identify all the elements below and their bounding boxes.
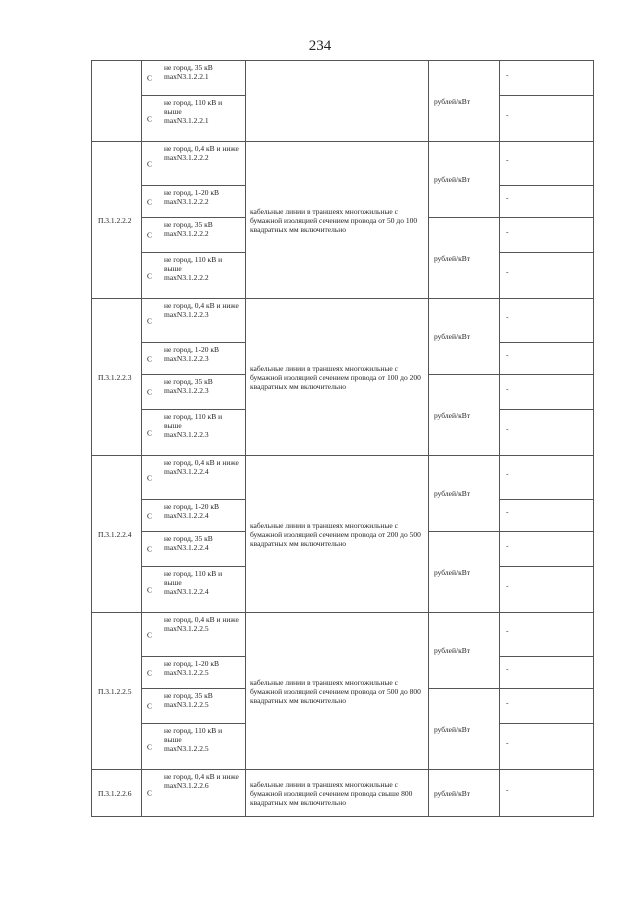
value-dash: - bbox=[506, 540, 509, 550]
value-dash: - bbox=[506, 155, 509, 164]
value-cell bbox=[500, 613, 594, 657]
description-cell: кабельные линии в траншеях многожильные с бумажной изоляцией сечением провода от 100 до 200 квадратных мм включительно bbox=[246, 299, 429, 456]
level-code: maxN3.1.2.2.2 bbox=[164, 273, 209, 282]
level-mark: С bbox=[147, 230, 153, 240]
value-dash: - bbox=[506, 267, 509, 276]
level-mark: С bbox=[147, 701, 153, 711]
value-cell bbox=[500, 218, 594, 253]
value-cell bbox=[500, 657, 594, 689]
level-mark: С bbox=[147, 473, 153, 482]
level-cell bbox=[142, 613, 246, 657]
unit-cell: рублей/кВт bbox=[429, 456, 500, 532]
level-cell bbox=[142, 142, 246, 186]
description-cell: кабельные линии в траншеях многожильные с бумажной изоляцией сечением провода свыше 800 квадратных мм включительно bbox=[246, 770, 429, 817]
level-mark: С bbox=[147, 668, 153, 677]
level-code: maxN3.1.2.2.4 bbox=[164, 587, 209, 596]
level-mark: С bbox=[147, 354, 153, 363]
value-dash: - bbox=[506, 383, 509, 393]
level-code: maxN3.1.2.2.2 bbox=[164, 197, 209, 206]
level-cell bbox=[142, 657, 246, 689]
level-cell bbox=[142, 186, 246, 218]
table-row bbox=[92, 299, 594, 343]
level-code: maxN3.1.2.2.3 bbox=[164, 430, 209, 439]
level-mark: С bbox=[147, 428, 153, 437]
value-cell bbox=[500, 689, 594, 724]
value-cell bbox=[500, 770, 594, 817]
level-mark: С bbox=[147, 73, 153, 83]
level-text: не город, 110 кВ и выше bbox=[164, 569, 223, 587]
description-cell bbox=[246, 61, 429, 142]
value-dash: - bbox=[506, 226, 509, 236]
value-dash: - bbox=[506, 784, 509, 794]
value-dash: - bbox=[506, 507, 509, 516]
level-cell bbox=[142, 375, 246, 410]
level-mark: С bbox=[147, 544, 153, 554]
level-code: maxN3.1.2.2.4 bbox=[164, 511, 209, 520]
value-cell bbox=[500, 532, 594, 567]
level-code: maxN3.1.2.2.4 bbox=[164, 543, 209, 552]
unit-cell: рублей/кВт bbox=[429, 613, 500, 689]
table-row bbox=[92, 61, 594, 96]
level-code: maxN3.1.2.2.5 bbox=[164, 624, 209, 633]
level-text: не город, 110 кВ и выше bbox=[164, 98, 223, 116]
level-code: maxN3.1.2.2.5 bbox=[164, 744, 209, 753]
unit-cell: рублей/кВт bbox=[429, 770, 500, 817]
level-mark: С bbox=[147, 271, 153, 280]
value-dash: - bbox=[506, 110, 509, 119]
level-code: maxN3.1.2.2.2 bbox=[164, 229, 209, 238]
value-cell bbox=[500, 61, 594, 96]
level-cell bbox=[142, 456, 246, 500]
level-cell bbox=[142, 96, 246, 142]
table-row bbox=[92, 770, 594, 817]
level-code: maxN3.1.2.2.5 bbox=[164, 700, 209, 709]
value-dash: - bbox=[506, 697, 509, 707]
unit-cell: рублей/кВт bbox=[429, 299, 500, 375]
value-dash: - bbox=[506, 469, 509, 478]
unit-cell: рублей/кВт bbox=[429, 689, 500, 770]
level-code: maxN3.1.2.2.1 bbox=[164, 116, 209, 125]
value-dash: - bbox=[506, 738, 509, 747]
level-cell bbox=[142, 532, 246, 567]
level-cell bbox=[142, 253, 246, 299]
value-dash: - bbox=[506, 350, 509, 359]
description-cell: кабельные линии в траншеях многожильные с бумажной изоляцией сечением провода от 500 до 800 квадратных мм включительно bbox=[246, 613, 429, 770]
value-cell bbox=[500, 96, 594, 142]
level-mark: С bbox=[147, 197, 153, 206]
level-mark: С bbox=[147, 511, 153, 520]
level-mark: С bbox=[147, 742, 153, 751]
level-text: не город, 35 кВ bbox=[164, 220, 213, 229]
code-cell: П.3.1.2.2.2 bbox=[92, 142, 142, 299]
value-cell bbox=[500, 410, 594, 456]
tariff-table bbox=[91, 60, 594, 817]
level-text: не город, 110 кВ и выше bbox=[164, 412, 223, 430]
level-cell bbox=[142, 218, 246, 253]
unit-cell: рублей/кВт bbox=[429, 218, 500, 299]
description-cell: кабельные линии в траншеях многожильные с бумажной изоляцией сечением провода от 50 до 100 квадратных мм включительно bbox=[246, 142, 429, 299]
value-dash: - bbox=[506, 69, 509, 79]
value-dash: - bbox=[506, 424, 509, 433]
level-text: не город, 35 кВ bbox=[164, 63, 213, 72]
description-cell: кабельные линии в траншеях многожильные с бумажной изоляцией сечением провода от 200 до 500 квадратных мм включительно bbox=[246, 456, 429, 613]
level-text: не город, 0,4 кВ и ниже bbox=[164, 615, 239, 624]
level-code: maxN3.1.2.2.3 bbox=[164, 354, 209, 363]
level-cell bbox=[142, 343, 246, 375]
level-cell bbox=[142, 770, 246, 817]
value-cell bbox=[500, 456, 594, 500]
level-mark: С bbox=[147, 159, 153, 168]
level-text: не город, 35 кВ bbox=[164, 691, 213, 700]
level-text: не город, 1-20 кВ bbox=[164, 188, 219, 197]
level-text: не город, 0,4 кВ и ниже bbox=[164, 772, 239, 781]
level-cell bbox=[142, 567, 246, 613]
level-code: maxN3.1.2.2.5 bbox=[164, 668, 209, 677]
value-cell bbox=[500, 186, 594, 218]
value-cell bbox=[500, 567, 594, 613]
level-text: не город, 1-20 кВ bbox=[164, 659, 219, 668]
code-cell: П.3.1.2.2.4 bbox=[92, 456, 142, 613]
level-mark: С bbox=[147, 387, 153, 397]
unit-cell: рублей/кВт bbox=[429, 375, 500, 456]
level-text: не город, 0,4 кВ и ниже bbox=[164, 458, 239, 467]
unit-cell: рублей/кВт bbox=[429, 532, 500, 613]
page-number: 234 bbox=[308, 38, 332, 54]
level-code: maxN3.1.2.2.3 bbox=[164, 310, 209, 319]
level-text: не город, 0,4 кВ и ниже bbox=[164, 301, 239, 310]
level-text: не город, 110 кВ и выше bbox=[164, 255, 223, 273]
value-dash: - bbox=[506, 664, 509, 673]
level-mark: С bbox=[147, 630, 153, 639]
value-cell bbox=[500, 500, 594, 532]
value-cell bbox=[500, 299, 594, 343]
value-cell bbox=[500, 253, 594, 299]
table-row bbox=[92, 142, 594, 186]
level-text: не город, 35 кВ bbox=[164, 534, 213, 543]
level-code: maxN3.1.2.2.4 bbox=[164, 467, 209, 476]
table-row bbox=[92, 613, 594, 657]
code-cell: П.3.1.2.2.3 bbox=[92, 299, 142, 456]
code-cell bbox=[92, 61, 142, 142]
unit-cell: рублей/кВт bbox=[429, 142, 500, 218]
level-mark: С bbox=[147, 114, 153, 123]
value-cell bbox=[500, 343, 594, 375]
level-text: не город, 110 кВ и выше bbox=[164, 726, 223, 744]
code-cell: П.3.1.2.2.6 bbox=[92, 770, 142, 817]
level-cell bbox=[142, 724, 246, 770]
level-mark: С bbox=[147, 316, 153, 325]
value-dash: - bbox=[506, 626, 509, 635]
level-mark: С bbox=[147, 585, 153, 594]
code-cell: П.3.1.2.2.5 bbox=[92, 613, 142, 770]
level-code: maxN3.1.2.2.2 bbox=[164, 153, 209, 162]
level-code: maxN3.1.2.2.6 bbox=[164, 781, 209, 790]
unit-cell: рублей/кВт bbox=[429, 61, 500, 142]
value-dash: - bbox=[506, 581, 509, 590]
level-text: не город, 0,4 кВ и ниже bbox=[164, 144, 239, 153]
level-cell bbox=[142, 299, 246, 343]
level-cell bbox=[142, 689, 246, 724]
value-dash: - bbox=[506, 193, 509, 202]
level-code: maxN3.1.2.2.3 bbox=[164, 386, 209, 395]
table-row bbox=[92, 456, 594, 500]
level-cell bbox=[142, 61, 246, 96]
level-cell bbox=[142, 500, 246, 532]
value-dash: - bbox=[506, 312, 509, 321]
value-cell bbox=[500, 375, 594, 410]
level-cell bbox=[142, 410, 246, 456]
value-cell bbox=[500, 142, 594, 186]
level-text: не город, 1-20 кВ bbox=[164, 502, 219, 511]
level-mark: С bbox=[147, 788, 153, 798]
level-code: maxN3.1.2.2.1 bbox=[164, 72, 209, 81]
level-text: не город, 1-20 кВ bbox=[164, 345, 219, 354]
level-text: не город, 35 кВ bbox=[164, 377, 213, 386]
value-cell bbox=[500, 724, 594, 770]
